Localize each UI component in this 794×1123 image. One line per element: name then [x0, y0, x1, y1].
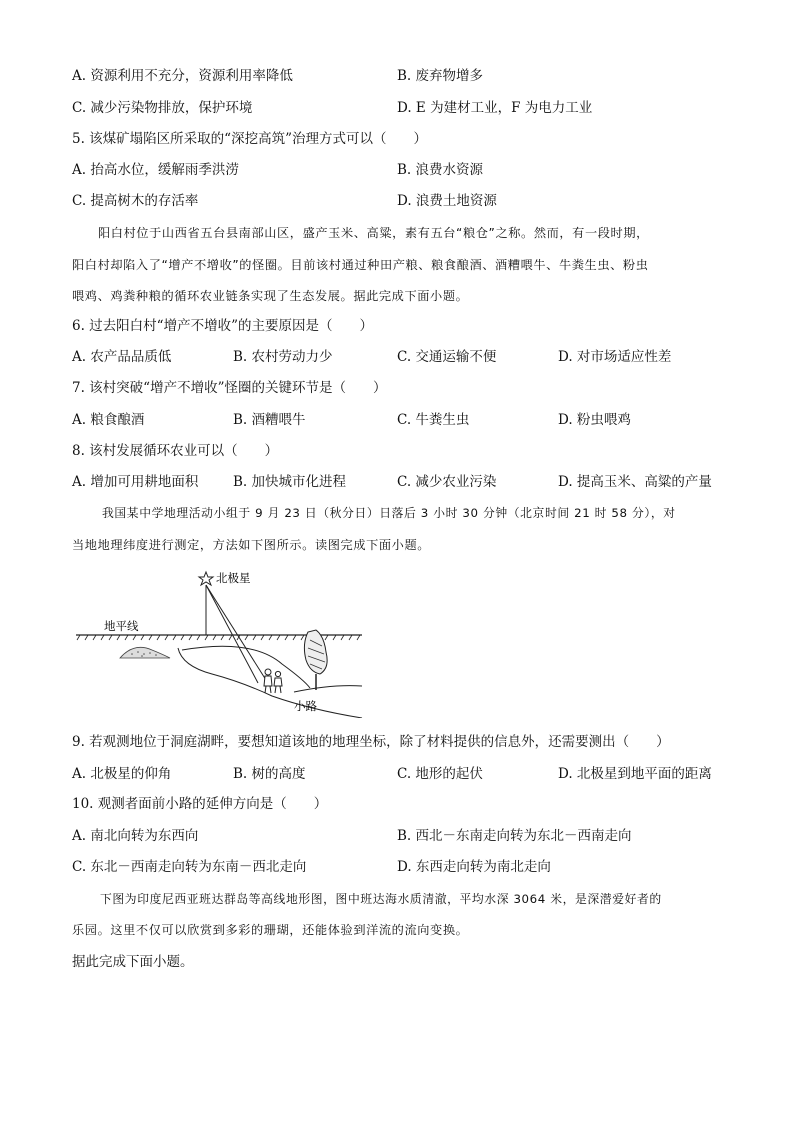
observation-diagram [72, 568, 372, 718]
q6-option-d: D. 对市场适应性差 [558, 349, 672, 365]
q8-option-b: B. 加快城市化进程 [233, 474, 347, 490]
polaris-star-icon [199, 572, 213, 585]
label-horizon: 地平线 [104, 619, 139, 633]
q8-stem: 8. 该村发展循环农业可以（ ） [72, 443, 279, 459]
q7-option-a: A. 粮食酿酒 [72, 412, 145, 428]
passage1-line3: 喂鸡、鸡粪种粮的循环农业链条实现了生态发展。据此完成下面小题。 [72, 289, 469, 303]
label-polaris: 北极星 [216, 571, 251, 585]
q9-option-d: D. 北极星到地平面的距离 [558, 766, 712, 782]
q8-option-c: C. 减少农业污染 [397, 474, 497, 490]
q4-option-b: B. 废弃物增多 [397, 68, 484, 84]
mound [120, 647, 170, 658]
q7-stem: 7. 该村突破“增产不增收”怪圈的关键环节是（ ） [72, 380, 387, 396]
passage1-line1: 阳白村位于山西省五台县南部山区，盛产玉米、高粱，素有五台“粮仓”之称。然而，有一段时期， [98, 226, 649, 240]
closing-instruction: 据此完成下面小题。 [72, 954, 194, 970]
q6-option-a: A. 农产品品质低 [72, 349, 172, 365]
hill-edge [294, 686, 362, 692]
q10-option-c: C. 东北－西南走向转为东南－西北走向 [72, 859, 307, 875]
q5-option-a: A. 抬高水位，缓解雨季洪涝 [72, 162, 239, 178]
passage3-line1: 下图为印度尼西亚班达群岛等高线地形图，图中班达海水质清澈，平均水深 3064 米，是深潜爱好者的 [100, 892, 662, 906]
observation-figure [72, 568, 372, 718]
q5-stem: 5. 该煤矿塌陷区所采取的“深挖高筑”治理方式可以（ ） [72, 131, 427, 147]
q10-stem: 10. 观测者面前小路的延伸方向是（ ） [72, 796, 328, 812]
q9-stem: 9. 若观测地位于洞庭湖畔，要想知道该地的地理坐标，除了材料提供的信息外，还需要测出（ ） [72, 734, 670, 750]
passage1-line2: 阳白村却陷入了“增产不增收”的怪圈。目前该村通过种田产粮、粮食酿酒、酒糟喂牛、牛粪生虫、粉虫 [72, 258, 649, 272]
q4-option-a: A. 资源利用不充分，资源利用率降低 [72, 68, 293, 84]
q7-option-d: D. 粉虫喂鸡 [558, 412, 631, 428]
q9-option-c: C. 地形的起伏 [397, 766, 483, 782]
q10-option-b: B. 西北－东南走向转为东北－西南走向 [397, 828, 632, 844]
q7-option-b: B. 酒糟喂牛 [233, 412, 306, 428]
q7-option-c: C. 牛粪生虫 [397, 412, 470, 428]
q5-option-d: D. 浪费土地资源 [397, 193, 497, 209]
q5-option-c: C. 提高树木的存活率 [72, 193, 199, 209]
q4-option-c: C. 减少污染物排放，保护环境 [72, 100, 253, 116]
q6-option-c: C. 交通运输不便 [397, 349, 497, 365]
observers-icon [264, 669, 282, 693]
q6-option-b: B. 农村劳动力少 [233, 349, 333, 365]
sight-line-1 [206, 585, 266, 680]
q8-option-d: D. 提高玉米、高粱的产量 [558, 474, 712, 490]
label-path: 小路 [294, 699, 317, 713]
q9-option-a: A. 北极星的仰角 [72, 766, 172, 782]
sight-line-2 [206, 585, 258, 683]
path-edge-inner [182, 646, 310, 688]
q9-option-b: B. 树的高度 [233, 766, 306, 782]
passage3-line2: 乐园。这里不仅可以欣赏到多彩的珊瑚，还能体验到洋流的流向变换。 [72, 923, 469, 937]
q5-option-b: B. 浪费水资源 [397, 162, 484, 178]
q8-option-a: A. 增加可用耕地面积 [72, 474, 199, 490]
q4-option-d: D. E 为建材工业，F 为电力工业 [397, 100, 593, 116]
q6-stem: 6. 过去阳白村“增产不增收”的主要原因是（ ） [72, 318, 373, 334]
passage2-line1: 我国某中学地理活动小组于 9 月 23 日（秋分日）日落后 3 小时 30 分钟（北京时间 21 时 58 分），对 [102, 506, 676, 520]
tree-icon [304, 630, 327, 674]
q10-option-d: D. 东西走向转为南北走向 [397, 859, 551, 875]
passage2-line2: 当地地理纬度进行测定，方法如下图所示。读图完成下面小题。 [72, 538, 431, 552]
q10-option-a: A. 南北向转为东西向 [72, 828, 199, 844]
